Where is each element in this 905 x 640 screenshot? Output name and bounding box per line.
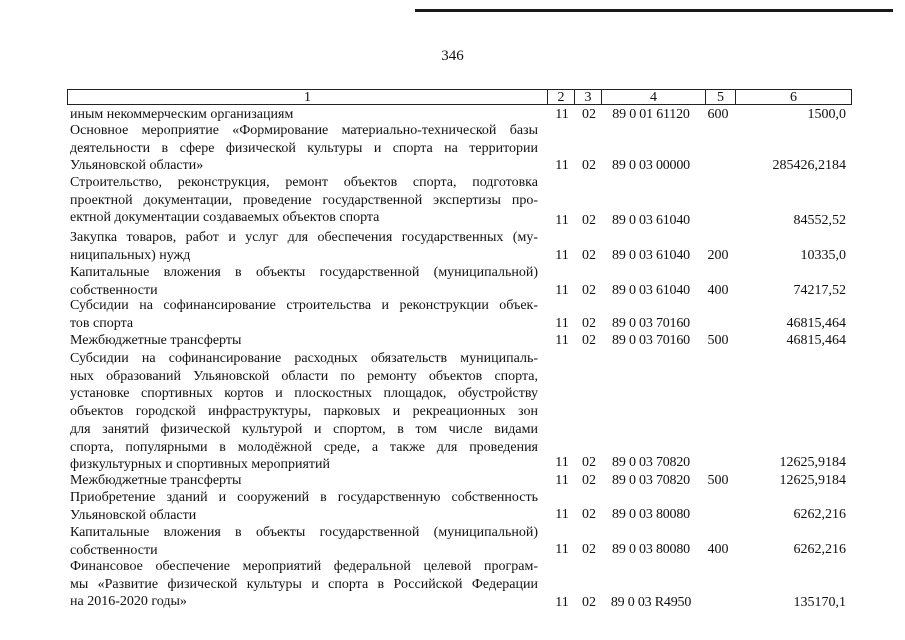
row-description [70, 350, 538, 474]
description-line: ниципальных) нужд [70, 247, 191, 263]
section-code: 11 [555, 542, 569, 557]
target-article-code: 89 0 03 80080 [612, 542, 690, 557]
amount: 84552,52 [793, 213, 846, 228]
description-line: Основное мероприятие «Формирование материально-технической базы [70, 123, 538, 138]
description-line: Ульяновской области [70, 507, 197, 523]
expense-type-code: 400 [707, 542, 729, 557]
section-code: 11 [555, 316, 569, 331]
header-col-4: 4 [602, 89, 706, 105]
amount: 46815,464 [786, 333, 846, 348]
subsection-code: 02 [582, 316, 596, 331]
description-line: Капитальные вложения в объекты государственной (муниципальной) [70, 525, 538, 540]
section-code: 11 [555, 213, 569, 228]
expense-type-code: 200 [707, 248, 729, 263]
expense-type-code: 500 [707, 333, 729, 348]
row-description [70, 489, 538, 524]
description-line: Субсидии на софинансирование строительства и реконструкции объек- [70, 298, 538, 313]
description-line: установке спортивных кортов и плоскостных площадок, обустройству [70, 386, 538, 402]
subsection-code: 02 [582, 455, 596, 470]
description-line: ных образований Ульяновской области по ремонту объектов спорта, [70, 368, 538, 384]
row-description [70, 524, 538, 559]
header-col-2: 2 [548, 89, 575, 105]
description-line: Приобретение зданий и сооружений в государственную собственность [70, 490, 538, 505]
subsection-code: 02 [582, 283, 596, 298]
amount: 10335,0 [800, 248, 846, 263]
description-line: Межбюджетные трансферты [70, 473, 242, 488]
description-line: ектной документации создаваемых объектов спорта [70, 210, 380, 226]
description-line: спорта, популярными в молодёжной среде, а также для проведения [70, 439, 538, 455]
description-line: для занятий физической культурой и спортом, в том числе видами [70, 421, 538, 437]
amount: 1500,0 [807, 107, 846, 122]
amount: 6262,216 [793, 542, 846, 557]
description-line: собственности [70, 282, 158, 298]
row-description [70, 332, 538, 350]
row-description [70, 174, 538, 227]
description-line: проектной документации, проведение государственной экспертизы про- [70, 192, 538, 208]
row-description [70, 472, 538, 490]
description-line: физкультурных и спортивных мероприятий [70, 457, 330, 473]
section-code: 11 [555, 107, 569, 122]
target-article-code: 89 0 03 70820 [612, 473, 690, 488]
target-article-code: 89 0 03 70160 [612, 316, 690, 331]
amount: 12625,9184 [779, 455, 846, 470]
description-line: Субсидии на софинансирование расходных обязательств муниципаль- [70, 351, 538, 366]
row-description [70, 558, 538, 611]
section-code: 11 [555, 595, 569, 610]
section-code: 11 [555, 455, 569, 470]
section-code: 11 [555, 507, 569, 522]
subsection-code: 02 [582, 107, 596, 122]
amount: 135170,1 [793, 595, 846, 610]
section-code: 11 [555, 333, 569, 348]
description-line: иным некоммерческим организациям [70, 107, 294, 122]
subsection-code: 02 [582, 333, 596, 348]
description-line: Строительство, реконструкция, ремонт объектов спорта, подготовка [70, 175, 538, 190]
header-col-6: 6 [736, 89, 852, 105]
expense-type-code: 400 [707, 283, 729, 298]
section-code: 11 [555, 473, 569, 488]
section-code: 11 [555, 283, 569, 298]
target-article-code: 89 0 03 61040 [612, 213, 690, 228]
target-article-code: 89 0 03 00000 [612, 158, 690, 173]
amount: 74217,52 [793, 283, 846, 298]
amount: 285426,2184 [772, 158, 846, 173]
subsection-code: 02 [582, 473, 596, 488]
header-col-3: 3 [575, 89, 602, 105]
subsection-code: 02 [582, 542, 596, 557]
target-article-code: 89 0 01 61120 [612, 107, 690, 122]
row-description [70, 229, 538, 264]
description-line: деятельности в сфере физической культуры и спорта на территории [70, 140, 538, 156]
target-article-code: 89 0 03 61040 [612, 283, 690, 298]
target-article-code: 89 0 03 61040 [612, 248, 690, 263]
subsection-code: 02 [582, 213, 596, 228]
subsection-code: 02 [582, 507, 596, 522]
target-article-code: 89 0 03 70160 [612, 333, 690, 348]
row-description [70, 264, 538, 299]
page-number: 346 [441, 48, 464, 64]
description-line: Финансовое обеспечение мероприятий федеральной целевой програм- [70, 559, 538, 574]
header-col-1: 1 [67, 89, 548, 105]
subsection-code: 02 [582, 158, 596, 173]
description-line: мы «Развитие физической культуры и спорта в Российской Федерации [70, 576, 538, 592]
target-article-code: 89 0 03 R4950 [610, 595, 692, 610]
section-code: 11 [555, 158, 569, 173]
subsection-code: 02 [582, 248, 596, 263]
header-col-5: 5 [706, 89, 736, 105]
description-line: Капитальные вложения в объекты государственной (муниципальной) [70, 265, 538, 280]
description-line: собственности [70, 542, 158, 558]
target-article-code: 89 0 03 80080 [612, 507, 690, 522]
amount: 6262,216 [793, 507, 846, 522]
top-rule [415, 9, 893, 12]
description-line: Ульяновской области» [70, 158, 204, 174]
description-line: на 2016-2020 годы» [70, 594, 187, 610]
section-code: 11 [555, 248, 569, 263]
description-line: Закупка товаров, работ и услуг для обеспечения государственных (му- [70, 230, 538, 245]
expense-type-code: 500 [707, 473, 729, 488]
description-line: Межбюджетные трансферты [70, 333, 242, 348]
target-article-code: 89 0 03 70820 [612, 455, 690, 470]
amount: 46815,464 [786, 316, 846, 331]
expense-type-code: 600 [707, 107, 729, 122]
description-line: тов спорта [70, 315, 134, 331]
amount: 12625,9184 [779, 473, 846, 488]
description-line: объектов городской инфраструктуры, парковых и рекреационных зон [70, 404, 538, 420]
row-description [70, 122, 538, 175]
subsection-code: 02 [582, 595, 596, 610]
row-description [70, 297, 538, 332]
